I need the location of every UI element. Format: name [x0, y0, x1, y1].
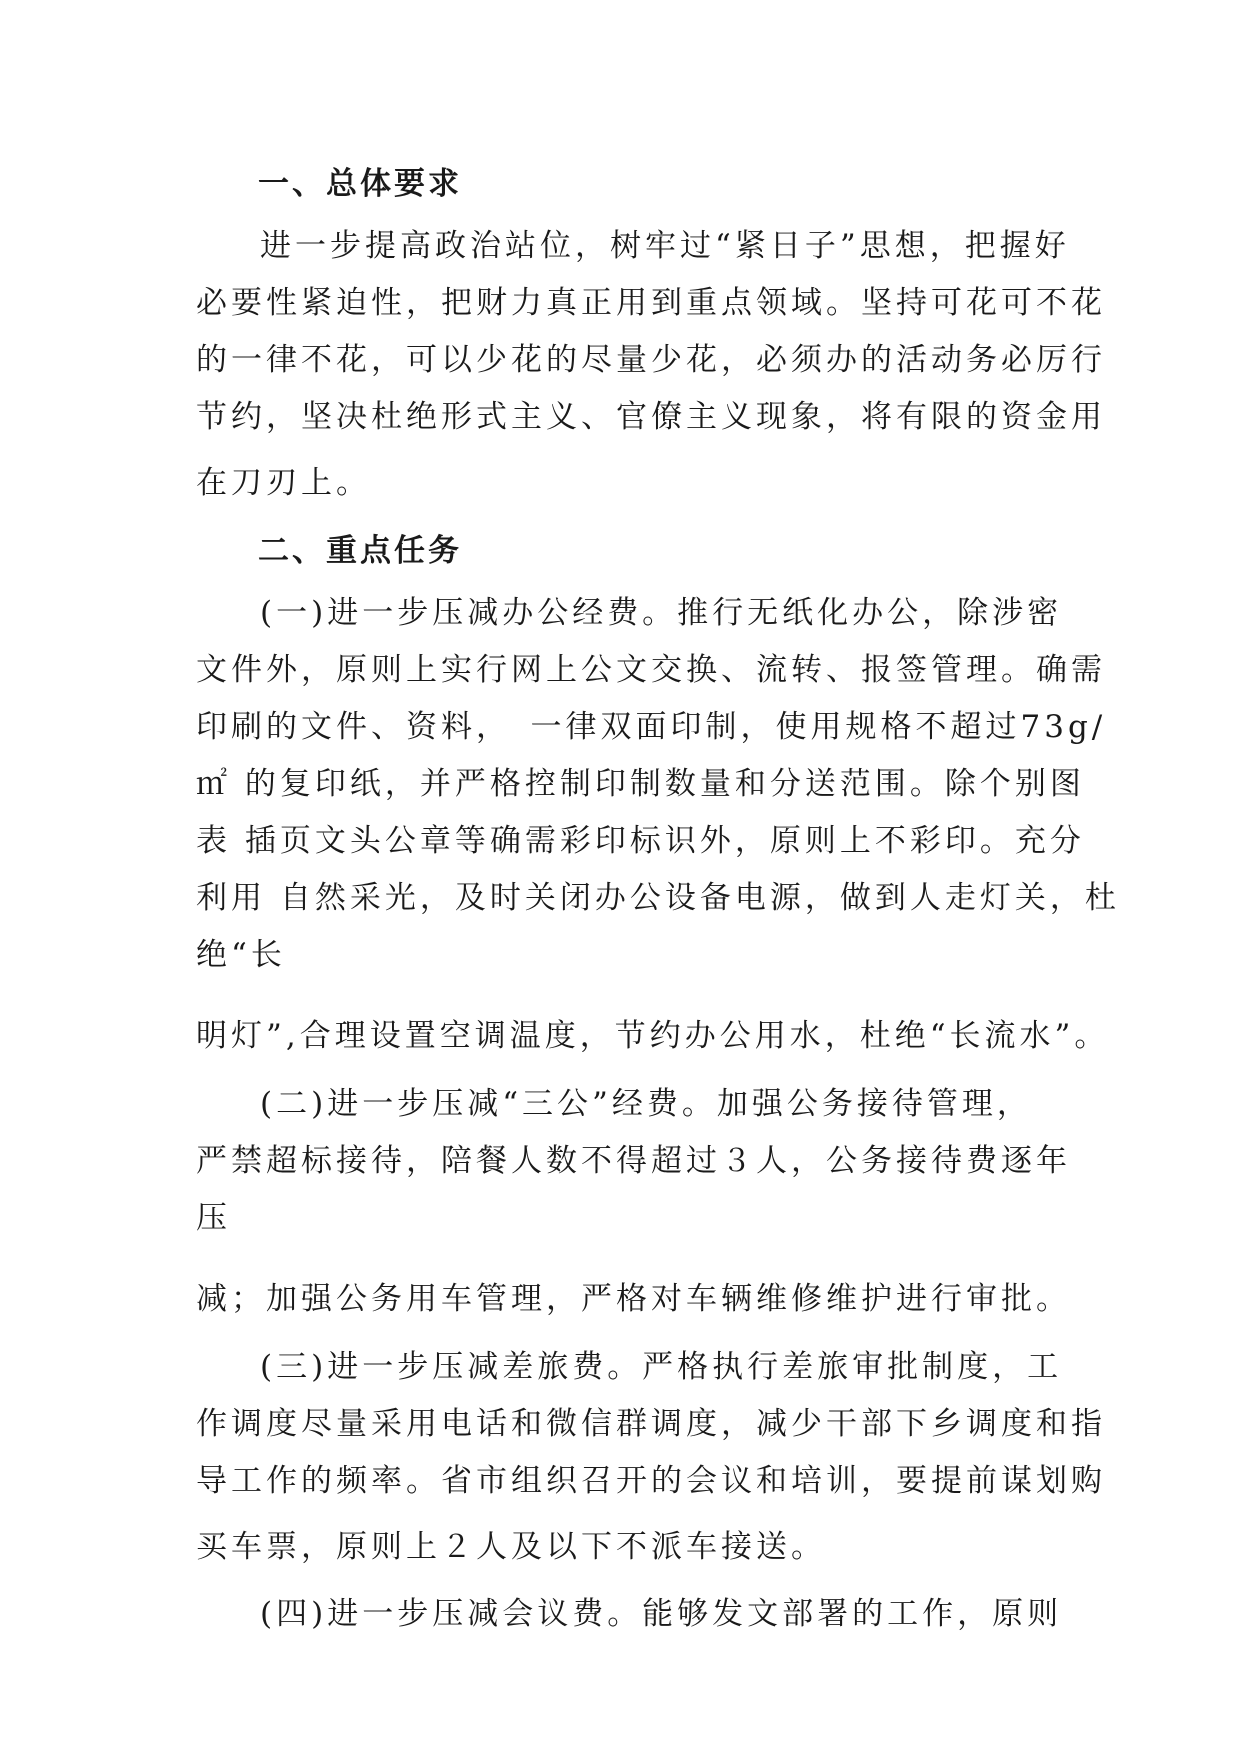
paragraph-line: 作调度尽量采用电话和微信群调度，减少干部下乡调度和指	[196, 1406, 1106, 1442]
paragraph-line: 买车票，原则上２人及以下不派车接送。	[196, 1529, 826, 1565]
paragraph-line: 利用 自然采光，及时关闭办公设备电源，做到人走灯关，杜	[196, 880, 1120, 916]
paragraph-line: 压	[196, 1200, 231, 1236]
paragraph-line: 必要性紧迫性，把财力真正用到重点领域。坚持可花可不花	[196, 285, 1106, 321]
paragraph-line: 的一律不花，可以少花的尽量少花，必须办的活动务必厉行	[196, 342, 1106, 378]
paragraph-line: (二)进一步压减“三公”经费。加强公务接待管理，	[260, 1086, 1032, 1122]
paragraph-line: 文件外，原则上实行网上公文交换、流转、报签管理。确需	[196, 652, 1106, 688]
section-heading-1: 一、总体要求	[258, 166, 462, 202]
paragraph-line: 明灯”,合理设置空调温度，节约办公用水，杜绝“长流水”。	[196, 1018, 1110, 1054]
paragraph-line: 减；加强公务用车管理，严格对车辆维修维护进行审批。	[196, 1281, 1071, 1317]
paragraph-line: (三)进一步压减差旅费。严格执行差旅审批制度，工	[260, 1349, 1063, 1385]
paragraph-line: 印刷的文件、资料， 一律双面印制，使用规格不超过73g/	[196, 709, 1107, 745]
paragraph-line: (四)进一步压减会议费。能够发文部署的工作，原则	[260, 1596, 1063, 1632]
paragraph-line: 导工作的频率。省市组织召开的会议和培训，要提前谋划购	[196, 1463, 1106, 1499]
paragraph-line: 严禁超标接待，陪餐人数不得超过３人，公务接待费逐年	[196, 1143, 1071, 1179]
paragraph-line: ㎡ 的复印纸，并严格控制印制数量和分送范围。除个别图	[196, 766, 1085, 802]
paragraph-line: 节约，坚决杜绝形式主义、官僚主义现象，将有限的资金用	[196, 399, 1106, 435]
paragraph-line: 绝“长	[196, 937, 286, 973]
paragraph-line: (一)进一步压减办公经费。推行无纸化办公，除涉密	[260, 595, 1063, 631]
paragraph-line: 进一步提高政治站位，树牢过“紧日子”思想，把握好	[260, 228, 1070, 264]
paragraph-line: 表 插页文头公章等确需彩印标识外，原则上不彩印。充分	[196, 823, 1085, 859]
section-heading-2: 二、重点任务	[258, 533, 462, 569]
paragraph-line: 在刀刃上。	[196, 465, 371, 501]
